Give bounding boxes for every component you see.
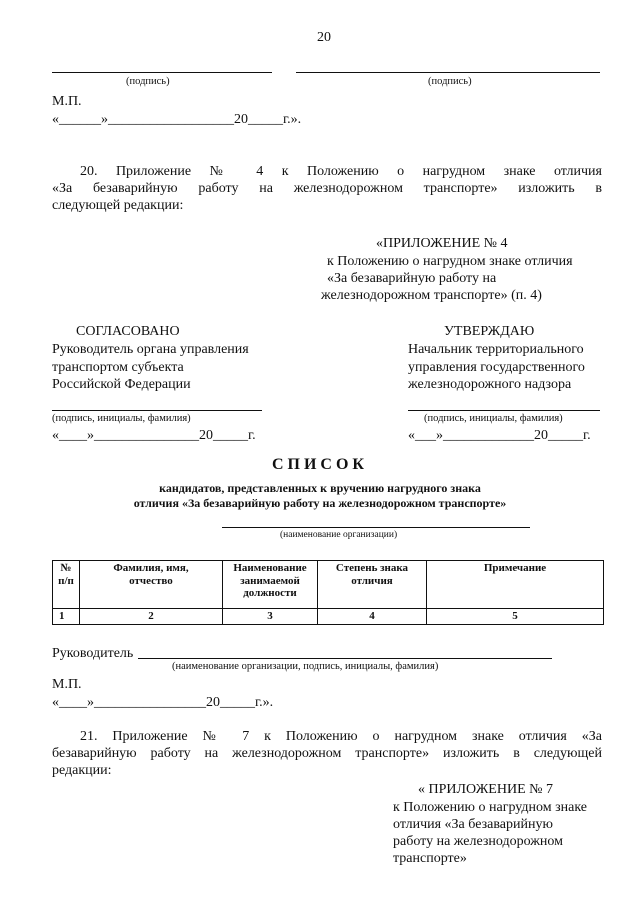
item-21-line-2: безаварийную работу на железнодорожном транспорте» изложить в следующей — [52, 746, 602, 761]
agreed-title: СОГЛАСОВАНО — [76, 324, 180, 339]
approved-signature-line — [408, 410, 600, 411]
agreed-line-2: транспортом субъекта — [52, 360, 184, 375]
signature-caption-left: (подпись) — [126, 76, 170, 87]
col-number-2: 2 — [80, 609, 223, 625]
appendix-7-line-3: отличия «За безаварийную — [393, 817, 553, 832]
header-position: Наименование занимаемой должности — [223, 561, 318, 609]
appendix-4-title: «ПРИЛОЖЕНИЕ № 4 — [376, 236, 508, 251]
list-subtitle-1: кандидатов, представленных к вручению нагрудного знака — [159, 481, 481, 495]
table-header-row — [53, 561, 604, 609]
page-number: 20 — [317, 30, 331, 45]
appendix-4-line-4: железнодорожном транспорте» (п. 4) — [321, 288, 542, 303]
list-subtitle-2: отличия «За безаварийную работу на железнодорожном транспорте» — [133, 496, 507, 510]
stamp-place: М.П. — [52, 94, 82, 109]
appendix-7-title: « ПРИЛОЖЕНИЕ № 7 — [418, 782, 553, 797]
appendix-7-line-2: к Положению о нагрудном знаке — [393, 800, 588, 815]
approved-line-2: управления государственного — [408, 360, 585, 375]
appendix-7-line-4: работу на железнодорожном — [393, 834, 564, 849]
col-number-1: 1 — [53, 609, 80, 625]
approved-line-1: Начальник территориального — [408, 342, 584, 357]
signature-line-left — [52, 72, 272, 73]
candidates-table — [52, 560, 604, 625]
header-number: № п/п — [53, 561, 80, 609]
approved-date: «___»_____________20_____г. — [408, 428, 591, 443]
head-label: Руководитель — [52, 646, 134, 661]
head-signature-line — [138, 658, 552, 659]
signature-caption-right: (подпись) — [428, 76, 472, 87]
head-stamp-place: М.П. — [52, 677, 82, 692]
organization-line — [222, 527, 530, 528]
appendix-4-line-2: к Положению о нагрудном знаке отличия — [327, 254, 573, 269]
header-full-name: Фамилия, имя, отчество — [80, 561, 223, 609]
item-20-line-2: «За безаварийную работу на железнодорожном транспорте» изложить в — [52, 181, 602, 196]
appendix-7-line-5: транспорте» — [393, 851, 467, 866]
col-number-4: 4 — [318, 609, 427, 625]
agreed-date: «____»_______________20_____г. — [52, 428, 256, 443]
header-degree: Степень знака отличия — [318, 561, 427, 609]
agreed-line-3: Российской Федерации — [52, 377, 191, 392]
item-21-line-1: 21. Приложение № 7 к Положению о нагрудном знаке отличия «За — [80, 729, 602, 744]
header-note: Примечание — [427, 561, 604, 609]
item-21-line-3: редакции: — [52, 763, 112, 778]
head-date: «____»________________20_____г.». — [52, 695, 274, 710]
table-number-row — [53, 609, 604, 625]
item-20-line-1: 20. Приложение № 4 к Положению о нагрудном знаке отличия — [80, 164, 602, 179]
approved-line-3: железнодорожного надзора — [408, 377, 572, 392]
signature-line-right — [296, 72, 600, 73]
col-number-5: 5 — [427, 609, 604, 625]
head-caption: (наименование организации, подпись, инициалы, фамилия) — [172, 661, 439, 672]
item-20-line-3: следующей редакции: — [52, 198, 184, 213]
approved-title: УТВЕРЖДАЮ — [444, 324, 535, 339]
list-title: СПИСОК — [271, 456, 369, 473]
agreed-signature-line — [52, 410, 262, 411]
date-line: «______»__________________20_____г.». — [52, 112, 302, 127]
col-number-3: 3 — [223, 609, 318, 625]
organization-caption: (наименование организации) — [280, 530, 398, 540]
agreed-line-1: Руководитель органа управления — [52, 342, 249, 357]
agreed-caption: (подпись, инициалы, фамилия) — [52, 413, 191, 424]
appendix-4-line-3: «За безаварийную работу на — [327, 271, 497, 286]
approved-caption: (подпись, инициалы, фамилия) — [424, 413, 563, 424]
